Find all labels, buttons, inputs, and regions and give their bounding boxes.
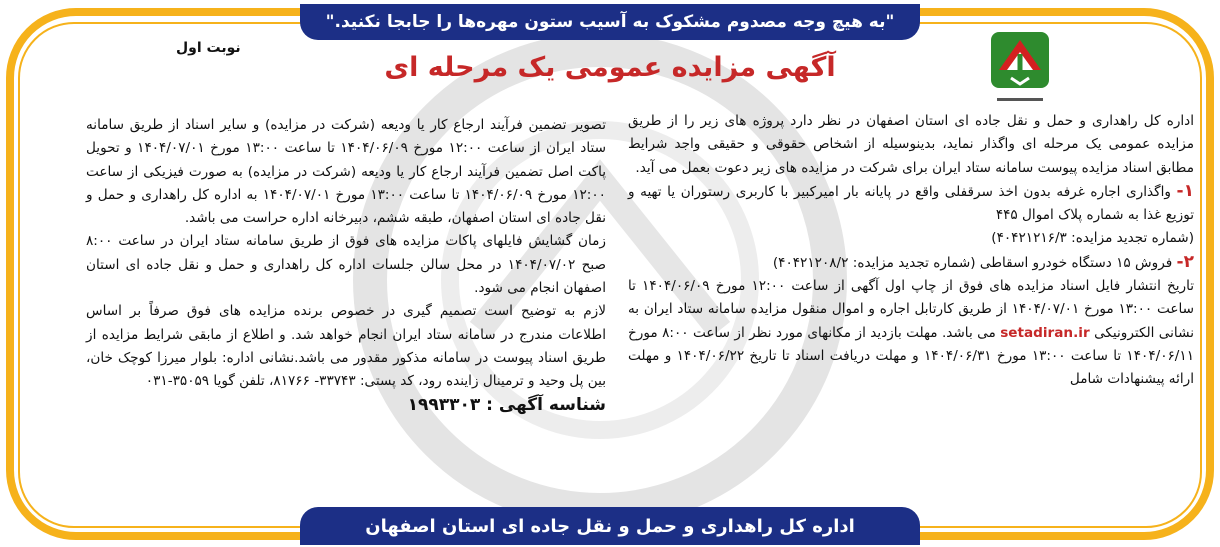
road-maintenance-logo-icon	[985, 24, 1055, 96]
website-link[interactable]: setadiran.ir	[1000, 324, 1090, 341]
organization-name: اداره کل راهداری و حمل و نقل جاده ای استان اصفهان	[365, 515, 855, 537]
item-2-number: ۲-	[1176, 251, 1194, 272]
item-1	[628, 180, 1194, 228]
publication-text-end: می باشد. مهلت بازدید از مکانهای مورد نظر از ساعت ۸:۰۰ مورخ ۱۴۰۴/۰۶/۱۱ تا ساعت ۱۳:۰۰ مورخ ۱۴۰۴/۰۶/۳۱ و مهلت دریافت اسناد تا تاریخ ۱۴۰۴/۰۶/۲۲ و مهلت ارائه پیشنهادات شامل	[628, 324, 1194, 388]
round-label: نوبت اول	[176, 40, 241, 56]
publication-text: تاریخ انتشار فایل اسناد مزایده های فوق از چاپ اول آگهی از ساعت ۱۲:۰۰ مورخ ۱۴۰۴/۰۶/۰۹ تا ساعت ۱۳:۰۰ مورخ ۱۴۰۴/۰۷/۰۱ از طریق کارتابل اجاره و اموال منقول مزایده سامانه ستاد ایران به نشانی الکترونیکی	[628, 278, 1194, 341]
safety-warning-banner	[300, 4, 920, 40]
announcement-left-column	[86, 114, 606, 417]
intro-paragraph: اداره کل راهداری و حمل و نقل جاده ای استان اصفهان در نظر دارد پروژه های زیر را از طریق مزایده عمومی یک مرحله ای واگذار نماید، بدینوسیله از اشخاص حقوقی و حقیقی واجد شرایط مطابق اسناد مزایده پیوست سامانه ستاد ایران برای شرکت در مزایده های زیر دعوت بعمل می آید.	[628, 113, 1194, 176]
safety-warning-text: "به هیچ وجه مصدوم مشکوک به آسیب ستون مهره‌ها را جابجا نکنید."	[325, 12, 895, 32]
item-2	[628, 251, 1194, 275]
page-title: آگهی مزایده عمومی یک مرحله ای	[384, 52, 836, 83]
notice-id: شناسه آگهی : ۱۹۹۳۳۰۳	[407, 394, 606, 415]
announcement-right-column	[628, 110, 1194, 392]
opening-paragraph: زمان گشایش فایلهای پاکات مزایده های فوق از طریق سامانه ستاد ایران در ساعت ۸:۰۰ صبح ۱۴۰۴/۰۷/۰۲ در محل سالن جلسات اداره کل راهداری و حمل و نقل جاده ای استان اصفهان انجام می شود.	[86, 233, 606, 297]
item-1-number: ۱-	[1176, 180, 1194, 201]
publication-paragraph	[628, 275, 1194, 391]
logo-caption-icon	[985, 96, 1055, 104]
item-1-text: واگذاری اجاره غرفه بدون اخذ سرقفلی واقع در پایانه بار امیرکبیر با کاربری رستوران یا تهیه و توزیع غذا به شماره پلاک اموال ۴۴۵	[628, 183, 1194, 224]
conditions-paragraph: لازم به توضیح است تصمیم گیری در خصوص برنده مزایده های فوق صرفاً بر اساس اطلاعات مندرج در سامانه ستاد ایران انجام خواهد شد. و اطلاع از مابقی شرایط مزایده از طریق اسناد پیوست در سامانه مذکور مقدور می باشد.نشانی اداره: بلوار میرزا کوچک خان، بین پل وحید و ترمینال زاینده رود، کد پستی: ۳۳۷۴۳- ۸۱۷۶۶، تلفن گویا ۳۵۰۵۹-۰۳۱	[86, 303, 606, 390]
item-1-note: (شماره تجدید مزایده: ۴۰۴۲۱۲۱۶/۳)	[991, 230, 1194, 247]
item-2-text: فروش ۱۵ دستگاه خودرو اسقاطی (شماره تجدید مزایده: ۴۰۴۲۱۲۰۸/۲)	[772, 254, 1173, 271]
submission-paragraph: تصویر تضمین فرآیند ارجاع کار یا ودیعه (شرکت در مزایده) و سایر اسناد از طریق سامانه ستاد ایران از ساعت ۱۲:۰۰ مورخ ۱۴۰۴/۰۶/۰۹ تا ساعت ۱۳:۰۰ مورخ ۱۴۰۴/۰۷/۰۱ و تحویل پاکت اصل تضمین فرآیند ارجاع کار یا ودیعه (شرکت در مزایده) به صورت فیزیکی از ساعت ۱۲:۰۰ مورخ ۱۴۰۴/۰۶/۰۹ تا ساعت ۱۳:۰۰ مورخ ۱۴۰۴/۰۷/۰۱ به اداره کل راهداری و حمل و نقل جاده ای استان اصفهان، طبقه ششم، دبیرخانه اداره حراست می باشد.	[86, 117, 606, 227]
organization-footer-banner	[300, 507, 920, 545]
